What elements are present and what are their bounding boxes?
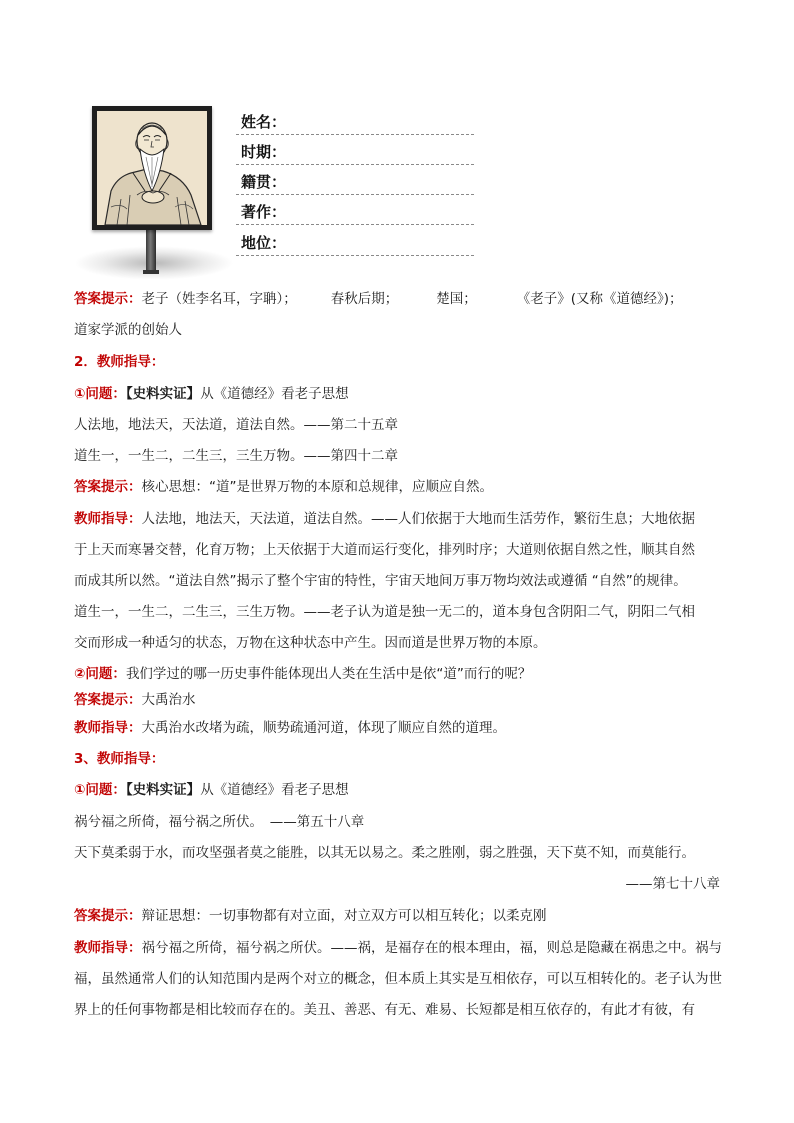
answer1-works: 《老子》(又称《道德经》)； <box>516 291 683 307</box>
answer1-status: 道家学派的创始人 <box>74 322 182 338</box>
section3-quote2-source: ——第七十八章 <box>625 876 720 892</box>
answer1-period: 春秋后期； <box>330 291 399 307</box>
section2-guide-line3: 而成其所以然。“道法自然”揭示了整个宇宙的特性，宇宙天地间万事万物均效法或遵循 “自然”的规律。 <box>74 573 687 589</box>
section2-guide2-label: 教师指导： <box>74 720 142 736</box>
answer1-line <box>74 289 683 309</box>
section2-heading: 2．教师指导： <box>74 354 165 370</box>
field-name <box>236 105 474 135</box>
section3-heading: 3、教师指导： <box>74 751 165 767</box>
section2-q1-label: ①问题： <box>74 386 126 402</box>
section2-q2-label: ②问题： <box>74 666 126 682</box>
field-period-label: 时期： <box>241 143 287 161</box>
answer1-name: 老子（姓李名耳，字聃）； <box>141 291 297 307</box>
sign-pole <box>146 226 156 274</box>
section2-guide2-text: 大禹治水改堵为疏，顺势疏通河道，体现了顺应自然的道理。 <box>141 720 506 736</box>
section2-question1 <box>74 384 349 404</box>
section2-guide-text1: 人法地，地法天，天法道，道法自然。——人们依据于大地而生活劳作，繁衍生息；大地依据 <box>141 511 695 527</box>
section2-quote1: 人法地，地法天，天法道，道法自然。——第二十五章 <box>74 417 398 433</box>
section2-guide-line1 <box>74 509 695 529</box>
section3-guide-text1: 祸兮福之所倚，福兮祸之所伏。——祸，是福存在的根本理由，福，则总是隐藏在祸患之中。祸与 <box>141 940 722 956</box>
section3-question1 <box>74 780 349 800</box>
section3-answer <box>74 906 547 926</box>
field-hometown-label: 籍贯： <box>241 173 287 191</box>
section2-q1-text: 从《道德经》看老子思想 <box>200 386 349 402</box>
section3-guide-line1 <box>74 938 722 958</box>
section2-guide-label: 教师指导： <box>74 511 142 527</box>
section3-quote1: 祸兮福之所倚，福兮祸之所伏。 ——第五十八章 <box>74 814 365 830</box>
section2-answer2 <box>74 690 196 710</box>
laozi-portrait-image <box>97 111 207 225</box>
section2-answer <box>74 477 493 497</box>
section3-q1-tag: 【史料实证】 <box>125 782 201 798</box>
sign-pole-base <box>143 270 159 274</box>
portrait-frame <box>92 106 212 230</box>
section2-answer2-label: 答案提示： <box>74 692 142 708</box>
section2-answer-text: 核心思想：“道”是世界万物的本原和总规律，应顺应自然。 <box>141 479 493 495</box>
section2-q2-text: 我们学过的哪一历史事件能体现出人类在生活中是依“道”而行的呢？ <box>125 666 532 682</box>
section2-question2 <box>74 664 531 684</box>
section3-guide-line2: 福，虽然通常人们的认知范围内是两个对立的概念，但本质上其实是互相依存，可以互相转化的。老子认为世 <box>74 971 722 987</box>
section2-guide-line2: 于上天而寒暑交替，化育万物；上天依据于大道而运行变化，排列时序；大道则依据自然之性，顺其自然 <box>74 542 695 558</box>
section2-answer2-text: 大禹治水 <box>141 692 196 708</box>
field-works <box>236 195 474 225</box>
field-status-label: 地位： <box>241 234 287 252</box>
section3-answer-text: 辩证思想：一切事物都有对立面，对立双方可以相互转化；以柔克刚 <box>141 908 547 924</box>
answer1-hometown: 楚国； <box>436 291 477 307</box>
section3-guide-label: 教师指导： <box>74 940 142 956</box>
section2-guide-line5: 交而形成一种适匀的状态，万物在这种状态中产生。因而道是世界万物的本原。 <box>74 635 547 651</box>
section2-guide2 <box>74 718 506 738</box>
field-period <box>236 135 474 165</box>
section2-q1-tag: 【史料实证】 <box>125 386 201 402</box>
section3-q1-text: 从《道德经》看老子思想 <box>200 782 349 798</box>
laozi-portrait-sign <box>74 100 234 280</box>
field-status <box>236 226 474 256</box>
section3-quote2: 天下莫柔弱于水，而攻坚强者莫之能胜，以其无以易之。柔之胜刚，弱之胜强，天下莫不知，而莫能行。 <box>74 845 695 861</box>
section2-guide-line4: 道生一，一生二，二生三，三生万物。——老子认为道是独一无二的，道本身包含阴阳二气，阴阳二气相 <box>74 604 695 620</box>
field-hometown <box>236 165 474 195</box>
section2-quote2: 道生一，一生二，二生三，三生万物。——第四十二章 <box>74 448 398 464</box>
section3-q1-label: ①问题： <box>74 782 126 798</box>
section3-guide-line3: 界上的任何事物都是相比较而存在的。美丑、善恶、有无、难易、长短都是相互依存的，有此才有彼，有 <box>74 1002 695 1018</box>
field-works-label: 著作： <box>241 203 287 221</box>
field-name-label: 姓名： <box>241 113 287 131</box>
laozi-sketch-icon <box>97 111 207 225</box>
section2-answer-label: 答案提示： <box>74 479 142 495</box>
answer1-label: 答案提示： <box>74 291 142 307</box>
section3-answer-label: 答案提示： <box>74 908 142 924</box>
